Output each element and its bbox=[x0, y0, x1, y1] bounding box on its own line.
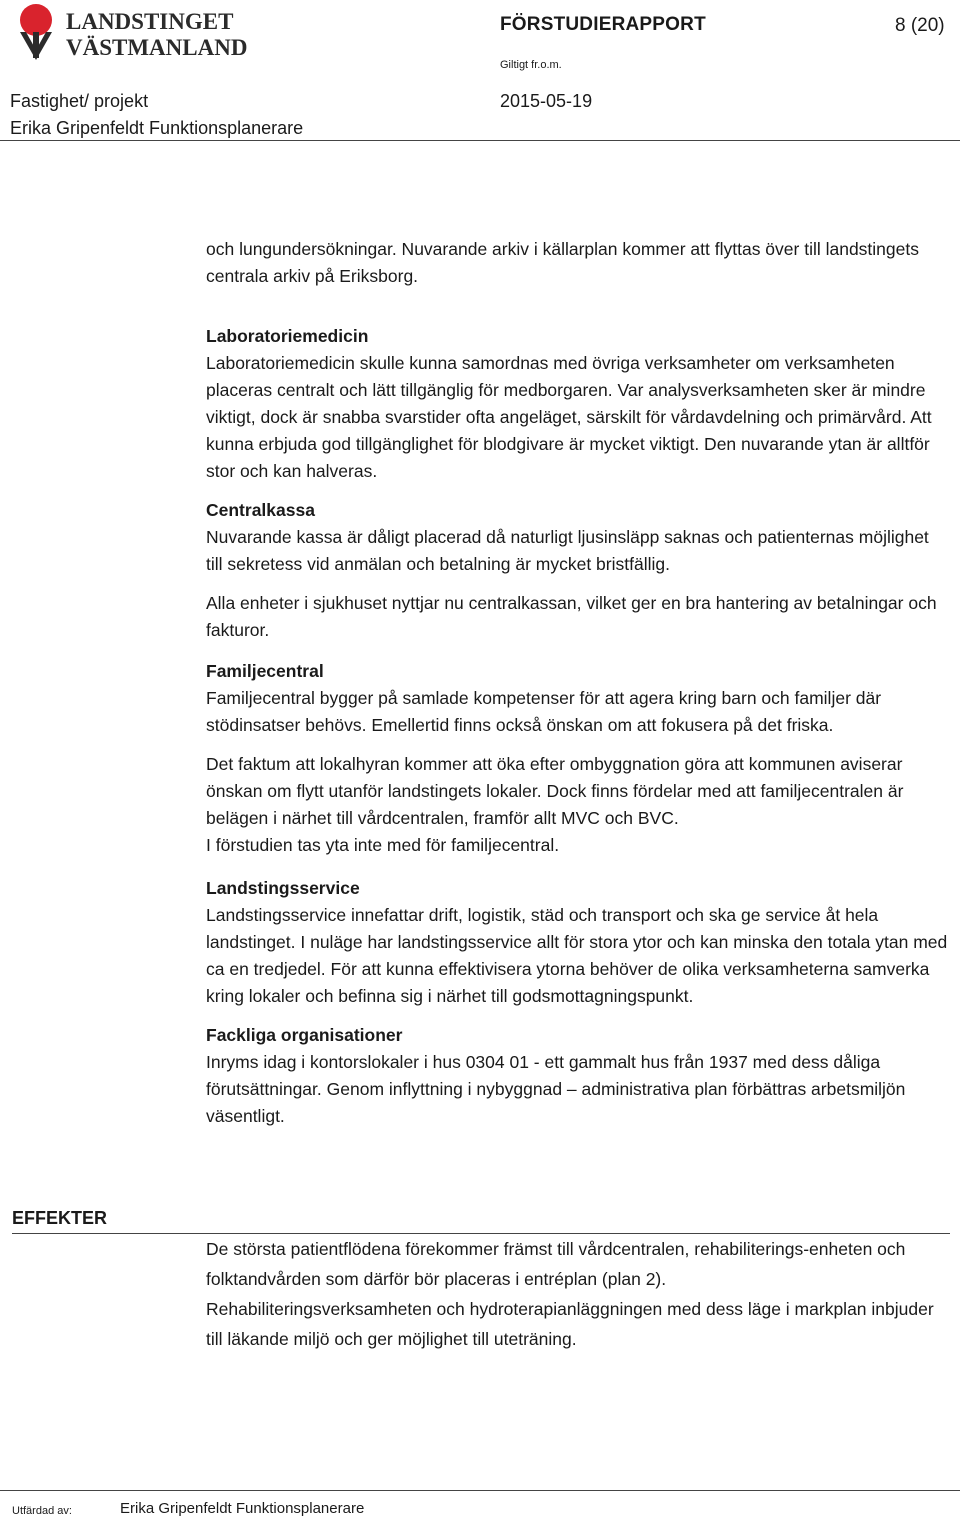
header-author: Erika Gripenfeldt Funktionsplanerare bbox=[10, 118, 304, 138]
section-heading: Landstingsservice bbox=[206, 878, 360, 898]
report-title: FÖRSTUDIERAPPORT bbox=[500, 14, 706, 35]
section-laboratoriemedicin bbox=[206, 323, 950, 485]
effekter-paragraph: De största patientflödena förekommer främst till vårdcentralen, rehabiliterings-enheten och folktandvården som därför bör placeras i entréplan (plan 2). bbox=[206, 1239, 906, 1289]
section-familjecentral bbox=[206, 658, 950, 859]
effekter-body bbox=[206, 1234, 950, 1354]
effekter-heading: EFFEKTER bbox=[12, 1208, 108, 1228]
header-divider bbox=[0, 140, 960, 141]
report-body bbox=[206, 236, 950, 1140]
page-number: 8 (20) bbox=[895, 15, 945, 36]
intro-paragraph: och lungundersökningar. Nuvarande arkiv i källarplan kommer att flyttas över till landstingets centrala arkiv på Eriksborg. bbox=[206, 239, 919, 286]
section-paragraph: Det faktum att lokalhyran kommer att öka efter ombyggnation göra att kommunen aviserar önskan om flytt utanför landstingets lokaler. Dock finns fördelar med att familjecentralen är belägen i närhet till vårdcentralen, framför allt MVC och BVC. bbox=[206, 754, 904, 828]
logo-line2: VÄSTMANLAND bbox=[66, 35, 248, 60]
effekter-paragraph: Rehabiliteringsverksamheten och hydroterapianläggningen med dess läge i markplan inbjuder till läkande miljö och ger möjlighet till uteträning. bbox=[206, 1299, 934, 1349]
section-paragraph: I förstudien tas yta inte med för familjecentral. bbox=[206, 835, 560, 855]
section-heading: Familjecentral bbox=[206, 661, 324, 681]
valid-from-label: Giltigt fr.o.m. bbox=[500, 59, 562, 71]
section-paragraph: Landstingsservice innefattar drift, logistik, städ och transport och ska ge service åt hela landstinget. I nuläge har landstingsservice allt för stora ytor och kan minska den totala ytan med ca en tredjedel. För att kunna effektivisera ytorna behöver de olika verksamheterna samverka kring lokaler och befinna sig i närhet till godsmottagningspunkt. bbox=[206, 905, 948, 1006]
section-paragraph: Alla enheter i sjukhuset nyttjar nu centralkassan, vilket ger en bra hantering av betalningar och fakturor. bbox=[206, 593, 937, 640]
section-paragraph: Familjecentral bygger på samlade kompetenser för att agera kring barn och familjer där stödinsatser behövs. Emellertid finns också önskan om att fokusera på det friska. bbox=[206, 688, 882, 735]
issued-by-label: Utfärdad av: bbox=[12, 1505, 72, 1517]
document-date: 2015-05-19 bbox=[500, 91, 593, 111]
section-landstingsservice bbox=[206, 875, 950, 1010]
section-centralkassa bbox=[206, 497, 950, 644]
section-paragraph: Nuvarande kassa är dåligt placerad då naturligt ljusinsläpp saknas och patienternas möjlighet till sekretess vid anmälan och betalning är mycket bristfällig. bbox=[206, 527, 929, 574]
property-label: Fastighet/ projekt bbox=[10, 91, 149, 111]
logo-line1: LANDSTINGET bbox=[66, 9, 234, 34]
issued-by-name: Erika Gripenfeldt Funktionsplanerare bbox=[120, 1500, 365, 1517]
section-heading: Laboratoriemedicin bbox=[206, 326, 369, 346]
section-paragraph: Inryms idag i kontorslokaler i hus 0304 01 - ett gammalt hus från 1937 med dess dåliga förutsättningar. Genom inflyttning i nybyggnad – administrativa plan förbättras arbetsmiljön väsentligt. bbox=[206, 1052, 906, 1126]
section-fackliga-organisationer bbox=[206, 1022, 950, 1130]
section-heading: Centralkassa bbox=[206, 500, 315, 520]
footer-divider bbox=[0, 1490, 960, 1491]
section-heading: Fackliga organisationer bbox=[206, 1025, 403, 1045]
landstinget-vastmanland-logo bbox=[10, 2, 250, 62]
section-paragraph: Laboratoriemedicin skulle kunna samordnas med övriga verksamheter om verksamheten placeras centralt och lätt tillgänglig för medborgaren. Var analysverksamheten sker är mindre viktigt, dock är snabba svarstider ofta angeläget, särskilt för vårdavdelning och primärvård. Att kunna erbjuda god tillgänglighet för blodgivare är mycket viktigt. Den nuvarande ytan är alltför stor och kan halveras. bbox=[206, 353, 932, 481]
